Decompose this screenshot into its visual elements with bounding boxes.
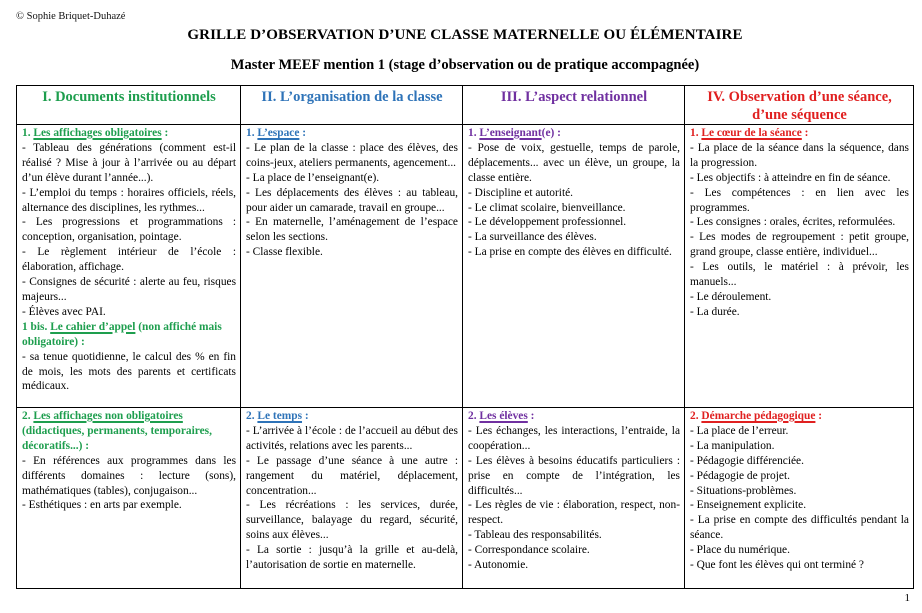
list-item: - Pédagogie de projet. [690,469,790,482]
list-item: - Le déroulement. [690,290,772,303]
list-item: - La place de l’enseignant(e). [246,171,380,184]
section-title [22,409,236,454]
cell-coeur-seance [685,125,914,408]
cell-affichages-obligatoires [17,125,241,408]
section-number: 1. [246,127,255,139]
section-title-suffix: : [161,127,169,139]
list-item: - Les règles de vie : élaboration, respect, non-respect. [468,499,680,527]
section-title [690,126,909,141]
document-subtitle: Master MEEF mention 1 (stage d’observation ou de pratique accompagnée) [230,57,700,73]
column-heading-observation: IV. Observation d’une séance, d’une séquence [685,86,914,125]
section-title [22,320,236,350]
section-number: 2. [22,410,31,422]
section-number: 1 bis. [22,320,48,333]
header-row [17,86,914,125]
list-item: - La prise en compte des difficultés pendant la séance. [690,514,909,542]
list-item: - Les modes de regroupement : petit groupe, grand groupe, classe entière, individuel... [690,231,909,259]
list-item: - Le règlement intérieur de l’école : élaboration, affichage. [22,246,236,274]
section-title-text: Démarche pédagogique [701,410,816,422]
list-item: - La sortie : jusqu’à la grille et au-delà, l’autorisation de sortie en maternelle. [246,544,458,572]
section-title-suffix: : [801,127,809,139]
list-item: - Esthétiques : en arts par exemple. [22,499,182,512]
section-title-text: L’espace [257,127,300,139]
list-item: - Élèves avec PAI. [22,305,106,318]
section-title-text: Les affichages non obligatoires [33,410,183,422]
section-number: 1. [22,127,31,139]
section-title-text: Les affichages obligatoires [33,127,162,139]
list-item: - Les outils, le matériel : à prévoir, les manuels... [690,261,909,289]
list-item: - Le climat scolaire, bienveillance. [468,201,626,214]
list-item: - Enseignement explicite. [690,499,807,512]
section-title-suffix: (non affiché mais obligatoire) : [22,320,222,348]
section-number: 1. [690,127,699,139]
list-item: - Les élèves à besoins éducatifs particuliers : prise en compte de l’intégration, les difficultés... [468,454,680,497]
section-title-text: Le cœur de la séance [701,127,802,139]
list-item: - Que font les élèves qui ont terminé ? [690,559,864,572]
list-item: - Le plan de la classe : place des élèves, des coins-jeux, ateliers permanents, agencement... [246,141,458,169]
list-item: - Le développement professionnel. [468,216,627,229]
list-item: - En maternelle, l’aménagement de l’espace selon les sections. [246,216,458,244]
list-item: - Pose de voix, gestuelle, temps de parole, déplacements... avec un élève, un groupe, la classe entière. [468,141,680,184]
section-title-text: Le cahier d’appel [50,320,136,333]
section-number: 1. [468,127,477,139]
section-title-suffix: : [815,410,823,422]
list-item: - Les consignes : orales, écrites, reformulées. [690,216,896,229]
section-number: 2. [690,410,699,422]
section-title-suffix: : [527,410,535,422]
list-item: - Situations-problèmes. [690,484,797,497]
section-title-suffix: : [299,127,307,139]
list-item: - La durée. [690,305,740,318]
list-item: - La place de l’erreur. [690,424,789,437]
list-item: - Les objectifs : à atteindre en fin de séance. [690,171,891,184]
section-title-text: L’enseignant [479,127,542,139]
list-item: - La surveillance des élèves. [468,231,597,244]
list-item: - L’arrivée à l’école : de l’accueil au début des activités, relations avec les parents... [246,424,458,452]
section-title [246,409,458,424]
section-title-suffix: : [302,410,309,422]
section-title [468,409,680,424]
section-title [468,126,680,141]
table-row [17,125,914,408]
list-item: - La manipulation. [690,439,775,452]
column-heading-relationnel: III. L’aspect relationnel [463,86,685,125]
section-number: 2. [468,410,477,422]
list-item: - Classe flexible. [246,246,323,259]
document-title: GRILLE D’OBSERVATION D’UNE CLASSE MATERNELLE OU ÉLÉMENTAIRE [187,27,743,43]
list-item: - Le passage d’une séance à une autre : rangement du matériel, déplacement, concentration... [246,454,458,497]
section-title [690,409,909,424]
section-number: 2. [246,410,255,422]
list-item: - Autonomie. [468,559,529,572]
cell-espace [241,125,463,408]
list-item: - Pédagogie différenciée. [690,454,804,467]
section-title-suffix: (e) : [541,127,561,139]
column-heading-organisation: II. L’organisation de la classe [241,86,463,125]
cell-enseignant [463,125,685,408]
table-row [17,408,914,589]
list-item: - L’emploi du temps : horaires officiels, réels, alternance des disciplines, les rythmes... [22,186,236,214]
cell-temps [241,408,463,589]
section-title [246,126,458,141]
list-item: - Place du numérique. [690,544,790,557]
list-item: - Consignes de sécurité : alerte au feu, risques majeurs... [22,276,236,303]
page-number: 1 [904,592,910,604]
cell-demarche-pedagogique [685,408,914,589]
list-item: - Les échanges, les interactions, l’entraide, la coopération... [468,424,680,452]
section-title-text: Les élèves [479,410,528,422]
list-item: - Tableau des générations (comment est-il réalisé ? Mise à jour à l’arrivée ou au départ d’un élève durant l’année...). [22,141,236,184]
list-item: - Discipline et autorité. [468,186,574,199]
section-title-text: Le temps [257,410,303,422]
list-item: - Correspondance scolaire. [468,544,590,557]
section-title-suffix: (didactiques, permanents, temporaires, décoratifs...) : [22,424,212,452]
list-item: - La prise en compte des élèves en difficulté. [468,246,672,259]
column-heading-documents: I. Documents institutionnels [17,86,241,125]
list-item: - La place de la séance dans la séquence, dans la progression. [690,141,909,169]
section-title [22,126,236,141]
list-item: - Les déplacements des élèves : au tableau, pour aider un camarade, travail en groupe... [246,186,458,214]
list-item: - Les compétences : en lien avec les programmes. [690,186,909,214]
copyright-notice: © Sophie Briquet-Duhazé [16,11,126,22]
list-item: - Tableau des responsabilités. [468,529,602,542]
observation-grid [16,85,914,589]
list-item: - Les progressions et programmations : conception, organisation, pointage. [22,216,236,244]
list-item: - En références aux programmes dans les différents domaines : lecture (sons), mathématiques (tables), conjugaison... [22,454,236,497]
list-item: - Les récréations : les services, durée, surveillance, balayage du regard, sécurité, soins aux élèves... [246,499,458,542]
list-item: - sa tenue quotidienne, le calcul des % en fin de mois, les mots des parents et certificats médicaux. [22,350,236,393]
cell-eleves [463,408,685,589]
cell-affichages-non-obligatoires [17,408,241,589]
